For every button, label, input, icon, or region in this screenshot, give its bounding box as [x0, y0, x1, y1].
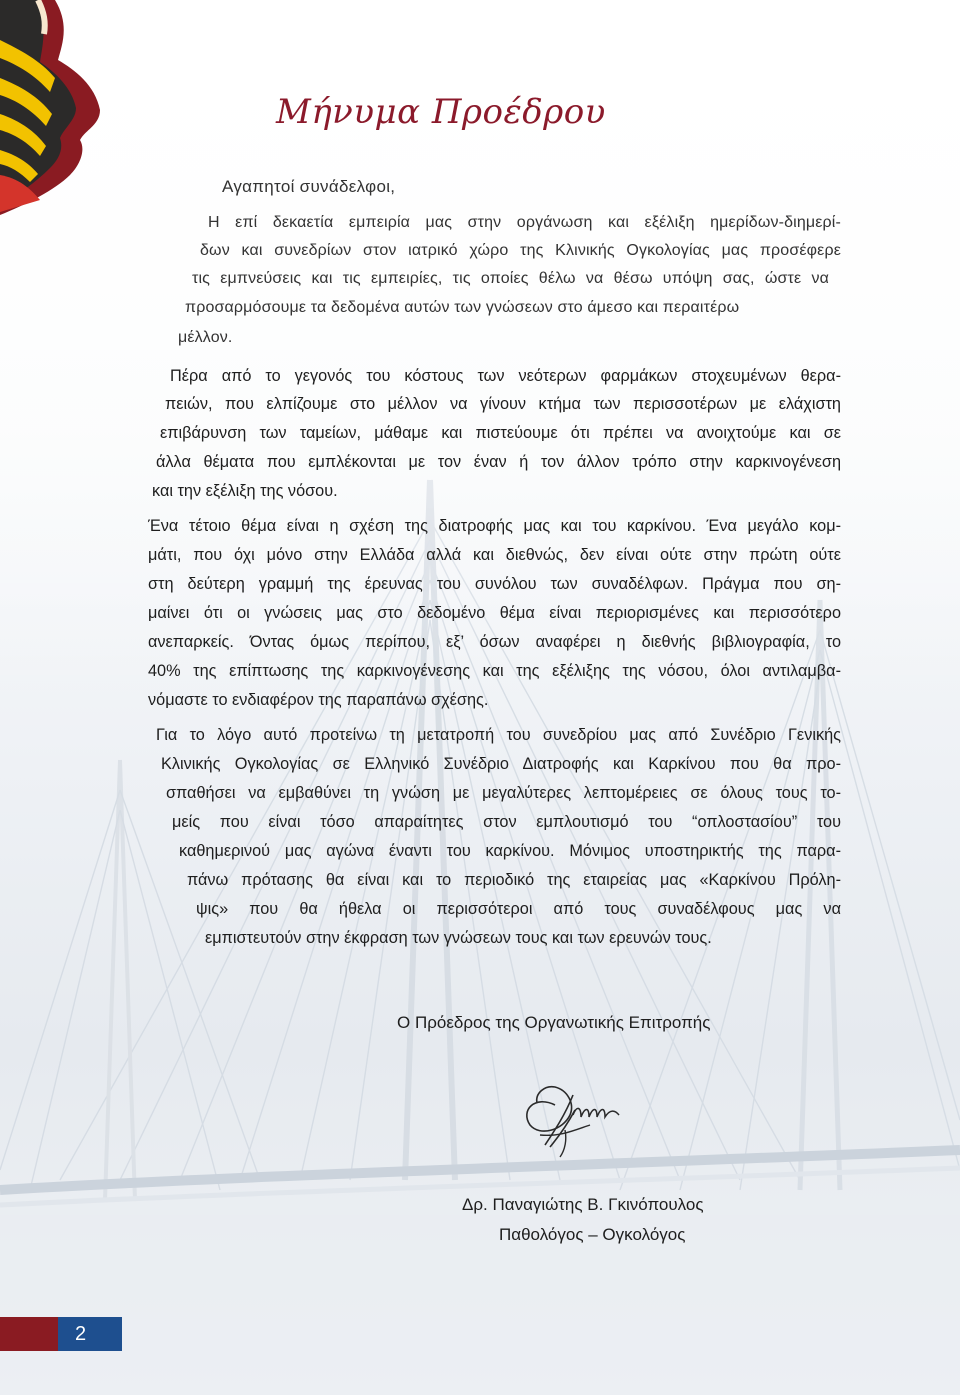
greeting: Αγαπητοί συνάδελφοι,: [222, 177, 396, 196]
text-line: πειών, που ελπίζουμε στο μέλλον να γίνουν κτήμα των περισσοτέρων με ελάχιστη: [165, 395, 841, 413]
page-title: Μήνυμα Προέδρου: [276, 92, 606, 132]
text-line: τις εμπνεύσεις και τις εμπειρίες, τις οποίες θέλω να θέσω υπόψη σας, ώστε να: [192, 270, 829, 287]
text-line: μάτι, που όχι μόνο στην Ελλάδα αλλά και διεθνώς, δεν είναι ούτε στην πρώτη ούτε: [148, 546, 841, 564]
text-line: στη δεύτερη γραμμή της έρευνας του συνόλου των συναδέλφων. Πράγμα που ση-: [148, 575, 841, 593]
handwritten-signature: [515, 1075, 630, 1165]
text-line: ανεπαρκείς. Όντας όμως περίπου, εξ’ όσων αναφέρει η διεθνής βιβλιογραφία, το: [148, 633, 841, 651]
text-line: άλλα θέματα που εμπλέκονται με τον έναν ή τον άλλον τρόπο στην καρκινογένεση: [156, 453, 841, 471]
text-line: Κλινικής Ογκολογίας σε Ελληνικό Συνέδριο Διατροφής και Καρκίνου που θα προ-: [161, 755, 841, 773]
signoff-name: Δρ. Παναγιώτης Β. Γκινόπουλος: [462, 1195, 704, 1214]
text-line: μείς που είναι τόσο απαραίτητες στον εμπλουτισμό του “οπλοστασίου” του: [172, 813, 841, 831]
text-line: Πέρα από το γεγονός του κόστους των νεότερων φαρμάκων στοχευμένων θερα-: [170, 367, 841, 385]
page-bar-accent-red: [0, 1317, 58, 1351]
text-line: πάνω πρότασης θα είναι και το περιοδικό της εταιρείας μας «Καρκίνου Πρόλη-: [187, 871, 841, 889]
text-line: προσαρμόσουμε τα δεδομένα αυτών των γνώσεων στο άμεσο και περαιτέρω: [185, 299, 740, 316]
text-line: νόμαστε το ενδιαφέρον της παραπάνω σχέσης.: [148, 691, 489, 709]
text-line: μέλλον.: [178, 329, 233, 346]
text-line: καθημερινού μας αγώνα έναντι του καρκίνου. Μόνιμος υποστηρικτής της παρα-: [179, 842, 841, 860]
text-line: 40% της επίπτωσης της καρκινογένεσης και της εξέλιξης της νόσου, όλοι αντιλαμβα-: [148, 662, 841, 680]
signoff-specialty: Παθολόγος – Ογκολόγος: [499, 1225, 686, 1244]
text-line: και την εξέλιξη της νόσου.: [152, 482, 338, 500]
signoff-role: Ο Πρόεδρος της Οργανωτικής Επιτροπής: [397, 1013, 711, 1032]
text-line: δων και συνεδρίων στον ιατρικό χώρο της Κλινικής Ογκολογίας μας προσέφερε: [200, 242, 841, 259]
text-line: επιβάρυνση των ταμείων, μάθαμε και πιστεύουμε ότι πρέπει να ανοιχτούμε και σε: [160, 424, 841, 442]
text-line: σπαθήσει να εμβαθύνει τη γνώση με μεγαλύτερες λεπτομέρειες σε όλους τους το-: [166, 784, 841, 802]
text-line: ψις» που θα ήθελα οι περισσότεροι από τους συναδέλφους μας να: [196, 900, 841, 918]
text-line: Η επί δεκαετία εμπειρία μας στην οργάνωση και εξέλιξη ημερίδων-διημερί-: [208, 214, 841, 231]
text-line: Ένα τέτοιο θέμα είναι η σχέση της διατροφής μας και του καρκίνου. Ένα μεγάλο κομ-: [148, 517, 841, 535]
text-line: εμπιστευτούν στην έκφραση των γνώσεων τους και των ερευνών τους.: [205, 929, 712, 947]
text-line: Για το λόγο αυτό προτείνω τη μετατροπή του συνεδρίου μας από Συνέδριο Γενικής: [156, 726, 841, 744]
text-line: μαίνει ότι οι γνώσεις μας στο δεδομένο θέμα είναι περιορισμένες και περισσότερο: [148, 604, 841, 622]
page-number: 2: [74, 1323, 87, 1345]
society-logo: [0, 0, 110, 215]
